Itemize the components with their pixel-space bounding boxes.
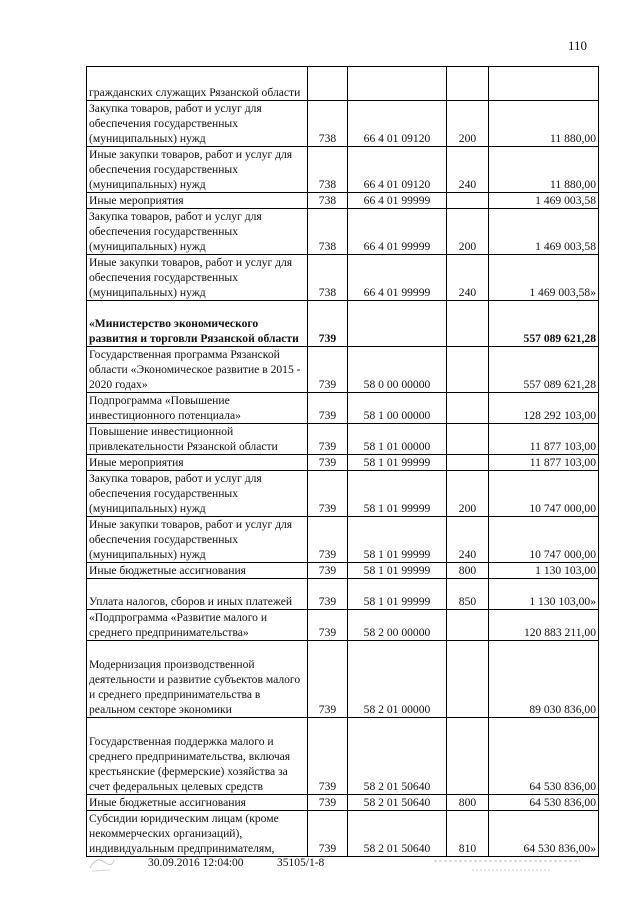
- row-expense-type-cell: 810: [447, 811, 489, 857]
- row-name-cell: Закупка товаров, работ и услуг для обеспечения государственных (муниципальных) нужд: [87, 209, 308, 255]
- row-target-article-cell: 58 2 00 00000: [348, 610, 447, 641]
- row-department-code-cell: 739: [308, 563, 348, 579]
- row-name-cell: Повышение инвестиционной привлекательности Рязанской области: [87, 424, 308, 455]
- table-row: [87, 393, 599, 424]
- row-department-code-cell: 739: [308, 471, 348, 517]
- row-target-article-cell: 58 1 00 00000: [348, 393, 447, 424]
- table-row: [87, 193, 599, 209]
- table-row: [87, 471, 599, 517]
- table-row: [87, 67, 599, 101]
- row-name-cell: Иные закупки товаров, работ и услуг для обеспечения государственных (муниципальных) нужд: [87, 517, 308, 563]
- row-amount-cell: 64 530 836,00: [489, 795, 599, 811]
- row-department-code-cell: 739: [308, 641, 348, 718]
- row-name-cell: Государственная программа Рязанской области «Экономическое развитие в 2015 - 2020 годах»: [87, 347, 308, 393]
- row-target-article-cell: 66 4 01 99999: [348, 193, 447, 209]
- row-department-code-cell: 739: [308, 455, 348, 471]
- row-target-article-cell: 58 1 01 99999: [348, 563, 447, 579]
- row-name-cell: Подпрограмма «Повышение инвестиционного потенциала»: [87, 393, 308, 424]
- row-target-article-cell: 58 2 01 00000: [348, 641, 447, 718]
- table-row: [87, 424, 599, 455]
- row-amount-cell: 1 469 003,58: [489, 209, 599, 255]
- row-amount-cell: 120 883 211,00: [489, 610, 599, 641]
- row-amount-cell: 1 469 003,58: [489, 193, 599, 209]
- row-department-code-cell: 739: [308, 718, 348, 795]
- table-row: [87, 795, 599, 811]
- row-amount-cell: 10 747 000,00: [489, 471, 599, 517]
- budget-table: [86, 66, 599, 857]
- row-department-code-cell: 739: [308, 811, 348, 857]
- row-department-code-cell: 738: [308, 193, 348, 209]
- row-amount-cell: 64 530 836,00»: [489, 811, 599, 857]
- footer-document-code: 35105/1-8: [277, 857, 325, 869]
- row-name-cell: Закупка товаров, работ и услуг для обеспечения государственных (муниципальных) нужд: [87, 471, 308, 517]
- row-target-article-cell: 66 4 01 99999: [348, 255, 447, 301]
- row-department-code-cell: 738: [308, 101, 348, 147]
- row-expense-type-cell: [447, 610, 489, 641]
- table-row: [87, 718, 599, 795]
- row-department-code-cell: 739: [308, 347, 348, 393]
- row-amount-cell: 10 747 000,00: [489, 517, 599, 563]
- row-amount-cell: 11 880,00: [489, 101, 599, 147]
- row-name-cell: «Подпрограмма «Развитие малого и среднего предпринимательства»: [87, 610, 308, 641]
- row-expense-type-cell: [447, 347, 489, 393]
- table-row: [87, 579, 599, 610]
- row-expense-type-cell: 200: [447, 471, 489, 517]
- table-row: [87, 255, 599, 301]
- row-expense-type-cell: [447, 641, 489, 718]
- row-name-cell: Закупка товаров, работ и услуг для обеспечения государственных (муниципальных) нужд: [87, 101, 308, 147]
- table-row: [87, 455, 599, 471]
- row-target-article-cell: 66 4 01 09120: [348, 147, 447, 193]
- row-department-code-cell: 739: [308, 579, 348, 610]
- row-department-code-cell: 738: [308, 209, 348, 255]
- row-expense-type-cell: [447, 393, 489, 424]
- row-target-article-cell: 58 2 01 50640: [348, 795, 447, 811]
- row-target-article-cell: 58 1 01 00000: [348, 424, 447, 455]
- row-expense-type-cell: [447, 67, 489, 101]
- row-department-code-cell: 739: [308, 393, 348, 424]
- budget-table-body: [87, 67, 599, 857]
- row-target-article-cell: 66 4 01 09120: [348, 101, 447, 147]
- row-expense-type-cell: [447, 455, 489, 471]
- table-row: [87, 301, 599, 347]
- row-target-article-cell: 58 2 01 50640: [348, 811, 447, 857]
- row-target-article-cell: 58 0 00 00000: [348, 347, 447, 393]
- row-target-article-cell: [348, 301, 447, 347]
- row-name-cell: Иные закупки товаров, работ и услуг для обеспечения государственных (муниципальных) нужд: [87, 147, 308, 193]
- table-row: [87, 147, 599, 193]
- row-expense-type-cell: 200: [447, 209, 489, 255]
- row-name-cell: гражданских служащих Рязанской области: [87, 67, 308, 101]
- row-target-article-cell: 58 1 01 99999: [348, 471, 447, 517]
- row-department-code-cell: 739: [308, 795, 348, 811]
- faint-electronic-signature-mark: [432, 855, 582, 877]
- row-target-article-cell: 58 1 01 99999: [348, 455, 447, 471]
- row-expense-type-cell: 240: [447, 255, 489, 301]
- row-amount-cell: 1 130 103,00: [489, 563, 599, 579]
- table-row: [87, 811, 599, 857]
- row-expense-type-cell: 850: [447, 579, 489, 610]
- row-amount-cell: 11 880,00: [489, 147, 599, 193]
- row-name-cell: Модернизация производственной деятельности и развитие субъектов малого и среднего предпринимательства в реальном секторе экономики: [87, 641, 308, 718]
- row-expense-type-cell: [447, 424, 489, 455]
- row-department-code-cell: 738: [308, 255, 348, 301]
- row-expense-type-cell: [447, 193, 489, 209]
- row-amount-cell: 1 469 003,58»: [489, 255, 599, 301]
- row-target-article-cell: 66 4 01 99999: [348, 209, 447, 255]
- row-amount-cell: 64 530 836,00: [489, 718, 599, 795]
- row-department-code-cell: 739: [308, 301, 348, 347]
- row-department-code-cell: 739: [308, 517, 348, 563]
- row-department-code-cell: [308, 67, 348, 101]
- row-name-cell: Государственная поддержка малого и среднего предпринимательства, включая крестьянские (фермерские) хозяйства за счет федеральных целевых средств: [87, 718, 308, 795]
- row-amount-cell: 89 030 836,00: [489, 641, 599, 718]
- page-number: 110: [568, 38, 588, 53]
- row-name-cell: Субсидии юридическим лицам (кроме некоммерческих организаций), индивидуальным предпринимателям,: [87, 811, 308, 857]
- row-target-article-cell: 58 2 01 50640: [348, 718, 447, 795]
- row-amount-cell: 128 292 103,00: [489, 393, 599, 424]
- row-expense-type-cell: [447, 301, 489, 347]
- row-department-code-cell: 738: [308, 147, 348, 193]
- row-amount-cell: 557 089 621,28: [489, 347, 599, 393]
- row-name-cell: Уплата налогов, сборов и иных платежей: [87, 579, 308, 610]
- row-expense-type-cell: 800: [447, 795, 489, 811]
- table-row: [87, 610, 599, 641]
- row-name-cell: «Министерство экономического развития и торговли Рязанской области: [87, 301, 308, 347]
- row-amount-cell: 11 877 103,00: [489, 424, 599, 455]
- table-row: [87, 563, 599, 579]
- row-name-cell: Иные закупки товаров, работ и услуг для обеспечения государственных (муниципальных) нужд: [87, 255, 308, 301]
- row-name-cell: Иные бюджетные ассигнования: [87, 795, 308, 811]
- row-amount-cell: 11 877 103,00: [489, 455, 599, 471]
- row-amount-cell: [489, 67, 599, 101]
- row-expense-type-cell: 200: [447, 101, 489, 147]
- row-target-article-cell: [348, 67, 447, 101]
- row-name-cell: Иные мероприятия: [87, 455, 308, 471]
- row-expense-type-cell: 800: [447, 563, 489, 579]
- footer-timestamp: 30.09.2016 12:04:00: [148, 857, 244, 869]
- table-row: [87, 209, 599, 255]
- table-row: [87, 517, 599, 563]
- faint-stamp-mark: [86, 852, 116, 874]
- table-row: [87, 641, 599, 718]
- row-department-code-cell: 739: [308, 424, 348, 455]
- row-expense-type-cell: [447, 718, 489, 795]
- row-target-article-cell: 58 1 01 99999: [348, 579, 447, 610]
- row-amount-cell: 1 130 103,00»: [489, 579, 599, 610]
- row-name-cell: Иные мероприятия: [87, 193, 308, 209]
- row-expense-type-cell: 240: [447, 517, 489, 563]
- row-department-code-cell: 739: [308, 610, 348, 641]
- table-row: [87, 101, 599, 147]
- row-amount-cell: 557 089 621,28: [489, 301, 599, 347]
- row-name-cell: Иные бюджетные ассигнования: [87, 563, 308, 579]
- row-target-article-cell: 58 1 01 99999: [348, 517, 447, 563]
- row-expense-type-cell: 240: [447, 147, 489, 193]
- table-row: [87, 347, 599, 393]
